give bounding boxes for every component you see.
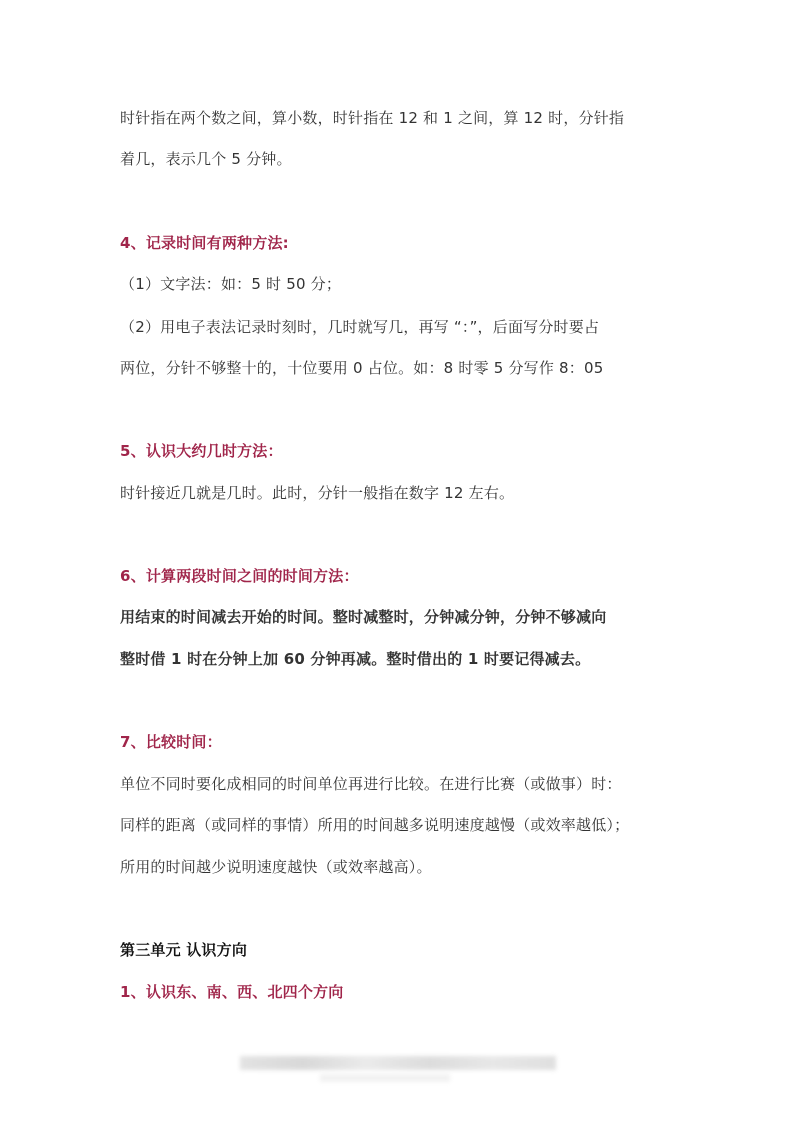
blurred-footer-watermark xyxy=(320,1074,450,1082)
bold-text-line: 整时借 1 时在分钟上加 60 分钟再减。整时借出的 1 时要记得减去。 xyxy=(120,650,591,668)
body-text-line: （2）用电子表法记录时刻时，几时就写几，再写 “：”，后面写分时要占 xyxy=(120,318,600,336)
body-text-line: 两位，分针不够整十的，十位要用 0 占位。如：8 时零 5 分写作 8：05 xyxy=(120,359,604,377)
body-text-line: 时针接近几就是几时。此时，分针一般指在数字 12 左右。 xyxy=(120,484,515,502)
bold-text-line: 用结束的时间减去开始的时间。整时减整时，分钟减分钟，分钟不够减向 xyxy=(120,608,607,626)
body-text-line: 时针指在两个数之间，算小数，时针指在 12 和 1 之间，算 12 时，分针指 xyxy=(120,109,625,127)
section-heading-5: 5、认识大约几时方法： xyxy=(120,442,283,460)
unit-title: 第三单元 认识方向 xyxy=(120,941,248,959)
body-text-line: 单位不同时要化成相同的时间单位再进行比较。在进行比赛（或做事）时： xyxy=(120,775,622,793)
blurred-footer-watermark xyxy=(240,1056,556,1070)
body-text-line: （1）文字法：如：5 时 50 分； xyxy=(120,275,342,293)
section-heading-7: 7、比较时间： xyxy=(120,733,222,751)
body-text-line: 着几，表示几个 5 分钟。 xyxy=(120,150,292,168)
section-heading-4: 4、记录时间有两种方法: xyxy=(120,234,289,252)
body-text-line: 所用的时间越少说明速度越快（或效率越高）。 xyxy=(120,858,432,876)
body-text-line: 同样的距离（或同样的事情）所用的时间越多说明速度越慢（或效率越低）； xyxy=(120,816,630,834)
section-heading-unit3-1: 1、认识东、南、西、北四个方向 xyxy=(120,983,344,1001)
section-heading-6: 6、计算两段时间之间的时间方法： xyxy=(120,567,359,585)
